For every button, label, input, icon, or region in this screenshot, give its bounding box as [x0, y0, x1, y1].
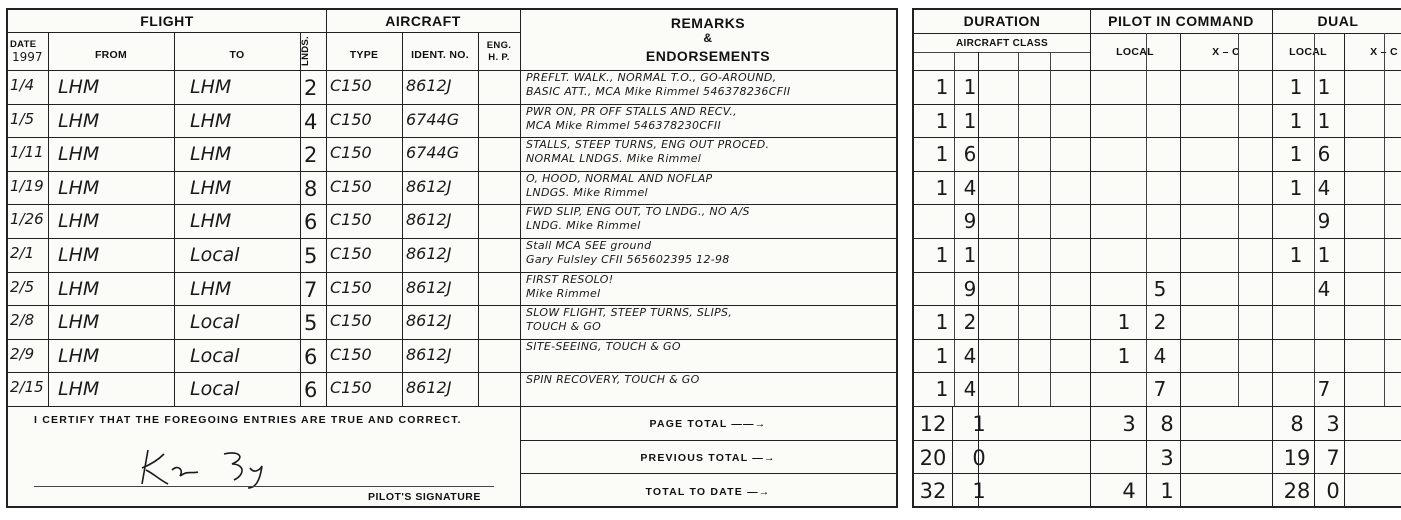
row-remarks-line: LNDGS. Mike Rimmel — [526, 185, 648, 199]
row-aircraft-type: C150 — [330, 277, 372, 297]
duration-hours: 1 — [935, 142, 949, 167]
row-aircraft-type: C150 — [330, 143, 372, 163]
row-remarks-line: PREFLT. WALK., NORMAL T.O., GO-AROUND, — [526, 71, 777, 84]
totals-line — [914, 473, 1401, 474]
row-divider — [8, 339, 896, 340]
duration-tenths: 2 — [963, 310, 977, 335]
row-date: 2/8 — [10, 311, 35, 330]
row-remarks-line: NORMAL LNDGS. Mike Rimmel — [526, 152, 702, 166]
totals-line — [914, 440, 1401, 441]
row-to: Local — [190, 244, 240, 266]
duration-hours: 1 — [935, 377, 949, 402]
from-header: FROM — [94, 49, 128, 61]
row-ident-no: 8612J — [406, 244, 452, 263]
duration-hours: 1 — [935, 243, 949, 267]
dual-local-tenths: 4 — [1317, 175, 1331, 200]
total-duration-tenths: 0 — [972, 446, 986, 470]
row-divider — [914, 104, 1401, 105]
col-line — [174, 32, 175, 406]
row-divider — [914, 339, 1401, 340]
total-duration-hours: 32 — [919, 479, 947, 503]
total-dual-hours: 19 — [1283, 446, 1311, 470]
total-pic-hours: 4 — [1122, 479, 1136, 503]
pic-local-tenths: 7 — [1153, 377, 1167, 402]
row-landings: 2 — [304, 143, 318, 168]
row-from: LHM — [58, 210, 100, 233]
dual-local-tenths: 6 — [1317, 142, 1331, 167]
row-landings: 6 — [304, 210, 318, 235]
row-ident-no: 6744G — [406, 109, 460, 129]
row-ident-no: 8612J — [406, 76, 452, 95]
total-col-line — [1314, 406, 1315, 508]
signature-line — [34, 486, 494, 487]
dual-local-hours: 1 — [1289, 175, 1303, 200]
row-divider — [914, 238, 1401, 239]
row-divider — [914, 137, 1401, 138]
duration-hours: 1 — [935, 75, 949, 99]
total-pic-tenths: 3 — [1160, 446, 1174, 470]
pic-header: PILOT IN COMMAND — [1108, 13, 1254, 29]
duration-tenths: 1 — [963, 75, 977, 99]
row-divider — [914, 372, 1401, 373]
row-ident-no: 8612J — [406, 378, 452, 398]
dual-local-header: LOCAL — [1289, 46, 1327, 58]
row-to: LHM — [190, 277, 232, 300]
row-ident-no: 8612J — [406, 277, 452, 297]
dual-local-tenths: 1 — [1317, 108, 1331, 133]
signature-label: PILOT'S SIGNATURE — [368, 491, 481, 503]
row-to: Local — [190, 344, 240, 367]
row-aircraft-type: C150 — [330, 210, 372, 230]
dual-header: DUAL — [1317, 13, 1359, 29]
dual-local-hours: 1 — [1289, 142, 1303, 167]
col-line — [1018, 52, 1019, 406]
row-from: LHM — [58, 109, 100, 132]
duration-tenths: 4 — [963, 377, 977, 402]
duration-hours: 1 — [935, 310, 949, 335]
header-bottom-line — [914, 70, 1401, 71]
col-line — [48, 32, 49, 406]
row-aircraft-type: C150 — [330, 311, 372, 331]
row-landings: 6 — [304, 344, 318, 369]
row-ident-no: 8612J — [406, 176, 452, 196]
row-remarks-line: MCA Mike Rimmel 546378230CFII — [526, 118, 722, 132]
year-label: 1997 — [12, 50, 43, 64]
dual-local-hours: 1 — [1289, 243, 1303, 267]
lnds-header: LNDS. — [300, 36, 311, 66]
duration-tenths: 1 — [963, 243, 977, 267]
row-divider — [8, 238, 896, 239]
ident-header: IDENT. NO. — [411, 49, 469, 61]
duration-tenths: 9 — [963, 209, 977, 234]
col-line — [520, 10, 521, 506]
dual-local-tenths: 4 — [1317, 276, 1331, 301]
row-divider — [8, 272, 896, 273]
aircraft-class-header: AIRCRAFT CLASS — [956, 38, 1048, 49]
row-divider — [8, 305, 896, 306]
row-landings: 5 — [304, 244, 318, 268]
total-pic-hours: 3 — [1122, 412, 1136, 436]
row-date: 1/11 — [10, 143, 44, 162]
row-remarks-line: FIRST RESOLO! — [526, 272, 614, 286]
pic-local-tenths: 4 — [1153, 343, 1167, 368]
row-landings: 6 — [304, 378, 318, 403]
row-aircraft-type: C150 — [330, 176, 372, 196]
pic-xc-header: X – C — [1212, 46, 1240, 58]
row-from: LHM — [58, 311, 100, 334]
total-to-date-label: TOTAL TO DATE —→ — [645, 486, 771, 498]
total-duration-tenths: 1 — [972, 412, 986, 436]
previous-total-label: PREVIOUS TOTAL —→ — [640, 452, 776, 464]
certify-text: I CERTIFY THAT THE FOREGOING ENTRIES ARE TRUE AND CORRECT. — [34, 414, 462, 426]
col-line — [1090, 10, 1091, 506]
row-to: LHM — [190, 210, 232, 233]
total-dual-tenths: 0 — [1326, 479, 1340, 503]
row-to: Local — [190, 378, 240, 401]
col-line — [1384, 33, 1385, 406]
totals-line — [520, 473, 896, 474]
total-pic-tenths: 1 — [1160, 479, 1174, 503]
duration-header: DURATION — [963, 13, 1041, 29]
pic-local-tenths: 2 — [1153, 310, 1167, 335]
col-line — [1238, 33, 1239, 406]
duration-hours: 1 — [935, 175, 949, 200]
type-header: TYPE — [349, 49, 379, 61]
page-total-label: PAGE TOTAL ——→ — [649, 418, 767, 430]
row-aircraft-type: C150 — [330, 378, 372, 398]
pic-local-header: LOCAL — [1116, 46, 1154, 58]
row-date: 1/19 — [10, 176, 44, 195]
row-divider — [914, 204, 1401, 205]
header-divider — [8, 32, 520, 33]
duration-hours: 1 — [935, 108, 949, 133]
duration-tenths: 9 — [963, 276, 977, 301]
row-remarks-line: Gary Fulsley CFII 565602395 12-98 — [526, 253, 730, 266]
row-remarks-line: SLOW FLIGHT, STEEP TURNS, SLIPS, — [526, 306, 733, 320]
row-to: LHM — [190, 143, 232, 166]
total-col-line — [952, 406, 953, 508]
duration-tenths: 4 — [963, 175, 977, 200]
remarks-amp: & — [703, 31, 713, 45]
col-line — [1050, 52, 1051, 406]
row-divider — [8, 372, 896, 373]
row-ident-no: 8612J — [406, 311, 452, 331]
row-date: 2/1 — [10, 244, 35, 262]
pic-local-tenths: 5 — [1153, 276, 1167, 301]
row-aircraft-type: C150 — [330, 344, 372, 364]
duration-hours: 1 — [935, 343, 949, 368]
logbook-left-page — [6, 8, 898, 508]
col-line — [402, 32, 403, 406]
row-from: LHM — [58, 277, 100, 300]
date-header: DATE — [10, 39, 37, 50]
total-col-line — [1146, 406, 1147, 508]
total-dual-hours: 8 — [1290, 412, 1304, 436]
row-date: 1/4 — [10, 76, 35, 94]
row-landings: 5 — [304, 311, 318, 336]
dual-local-tenths: 1 — [1317, 75, 1331, 99]
row-from: LHM — [58, 176, 100, 199]
row-landings: 8 — [304, 176, 318, 201]
total-dual-tenths: 7 — [1326, 446, 1340, 470]
row-divider — [8, 171, 896, 172]
footer-top-line — [8, 406, 896, 407]
row-ident-no: 8612J — [406, 344, 452, 364]
row-from: LHM — [58, 344, 100, 367]
totals-line — [520, 440, 896, 441]
aircraft-header: AIRCRAFT — [385, 13, 461, 29]
remarks-header: REMARKS — [670, 15, 746, 31]
dual-local-tenths: 9 — [1317, 209, 1331, 234]
row-landings: 2 — [304, 76, 318, 100]
row-date: 1/5 — [10, 109, 35, 128]
row-remarks-line: Mike Rimmel — [526, 286, 601, 300]
row-to: LHM — [190, 109, 232, 132]
duration-tenths: 1 — [963, 108, 977, 133]
row-from: LHM — [58, 378, 100, 401]
row-divider — [8, 104, 896, 105]
row-date: 2/9 — [10, 344, 35, 363]
col-line — [326, 10, 327, 406]
col-line — [300, 32, 301, 406]
total-dual-tenths: 3 — [1326, 412, 1340, 436]
dual-local-tenths: 1 — [1317, 243, 1331, 267]
row-remarks-line: STALLS, STEEP TURNS, ENG OUT PROCED. — [526, 138, 770, 152]
row-from: LHM — [58, 76, 100, 98]
row-to: LHM — [190, 76, 232, 98]
row-remarks-line: LNDG. Mike Rimmel — [526, 219, 641, 233]
row-ident-no: 6744G — [406, 143, 460, 163]
total-duration-hours: 20 — [919, 446, 947, 470]
dual-local-hours: 1 — [1289, 75, 1303, 99]
logbook-right-page — [912, 8, 1401, 508]
pic-local-hours: 1 — [1117, 343, 1131, 368]
class-divider — [914, 52, 1090, 53]
row-remarks-line: FWD SLIP, ENG OUT, TO LNDG., NO A/S — [526, 205, 750, 219]
row-aircraft-type: C150 — [330, 76, 372, 95]
total-duration-tenths: 1 — [972, 479, 986, 503]
row-remarks-line: TOUCH & GO — [526, 320, 602, 334]
row-to: Local — [190, 311, 240, 334]
dual-xc-header: X – C — [1370, 46, 1398, 58]
row-ident-no: 8612J — [406, 210, 452, 230]
duration-tenths: 4 — [963, 343, 977, 368]
row-remarks-line: O, HOOD, NORMAL AND NOFLAP — [526, 171, 713, 185]
row-remarks-line: PWR ON, PR OFF STALLS AND RECV., — [526, 104, 737, 118]
header-divider — [914, 33, 1401, 34]
flight-header: FLIGHT — [140, 13, 194, 29]
row-divider — [914, 272, 1401, 273]
col-line — [1272, 10, 1273, 506]
row-date: 1/26 — [10, 210, 44, 229]
dual-local-hours: 1 — [1289, 108, 1303, 133]
row-landings: 7 — [304, 277, 318, 302]
endorsements-header: ENDORSEMENTS — [645, 48, 771, 64]
row-date: 2/15 — [10, 378, 44, 397]
row-remarks-line: Stall MCA SEE ground — [526, 239, 652, 252]
row-from: LHM — [58, 244, 100, 266]
row-divider — [914, 171, 1401, 172]
total-duration-hours: 12 — [919, 412, 947, 436]
row-remarks-line: BASIC ATT., MCA Mike Rimmel 546378236CFII — [526, 85, 791, 98]
col-line — [478, 32, 479, 406]
row-to: LHM — [190, 176, 232, 199]
row-landings: 4 — [304, 109, 318, 134]
row-from: LHM — [58, 143, 100, 166]
row-remarks-line: SITE-SEEING, TOUCH & GO — [526, 339, 681, 353]
row-aircraft-type: C150 — [330, 244, 372, 263]
hp-header: H. P. — [488, 52, 510, 63]
row-aircraft-type: C150 — [330, 109, 372, 129]
row-divider — [914, 305, 1401, 306]
to-header: TO — [229, 49, 245, 61]
pic-local-hours: 1 — [1117, 310, 1131, 335]
eng-header: ENG. — [486, 40, 512, 51]
row-remarks-line: SPIN RECOVERY, TOUCH & GO — [526, 373, 700, 387]
duration-tenths: 6 — [963, 142, 977, 167]
row-divider — [8, 204, 896, 205]
total-pic-tenths: 8 — [1160, 412, 1174, 436]
footer-top-line — [914, 406, 1401, 407]
dual-local-tenths: 7 — [1317, 377, 1331, 402]
total-dual-hours: 28 — [1283, 479, 1311, 503]
row-date: 2/5 — [10, 277, 35, 296]
